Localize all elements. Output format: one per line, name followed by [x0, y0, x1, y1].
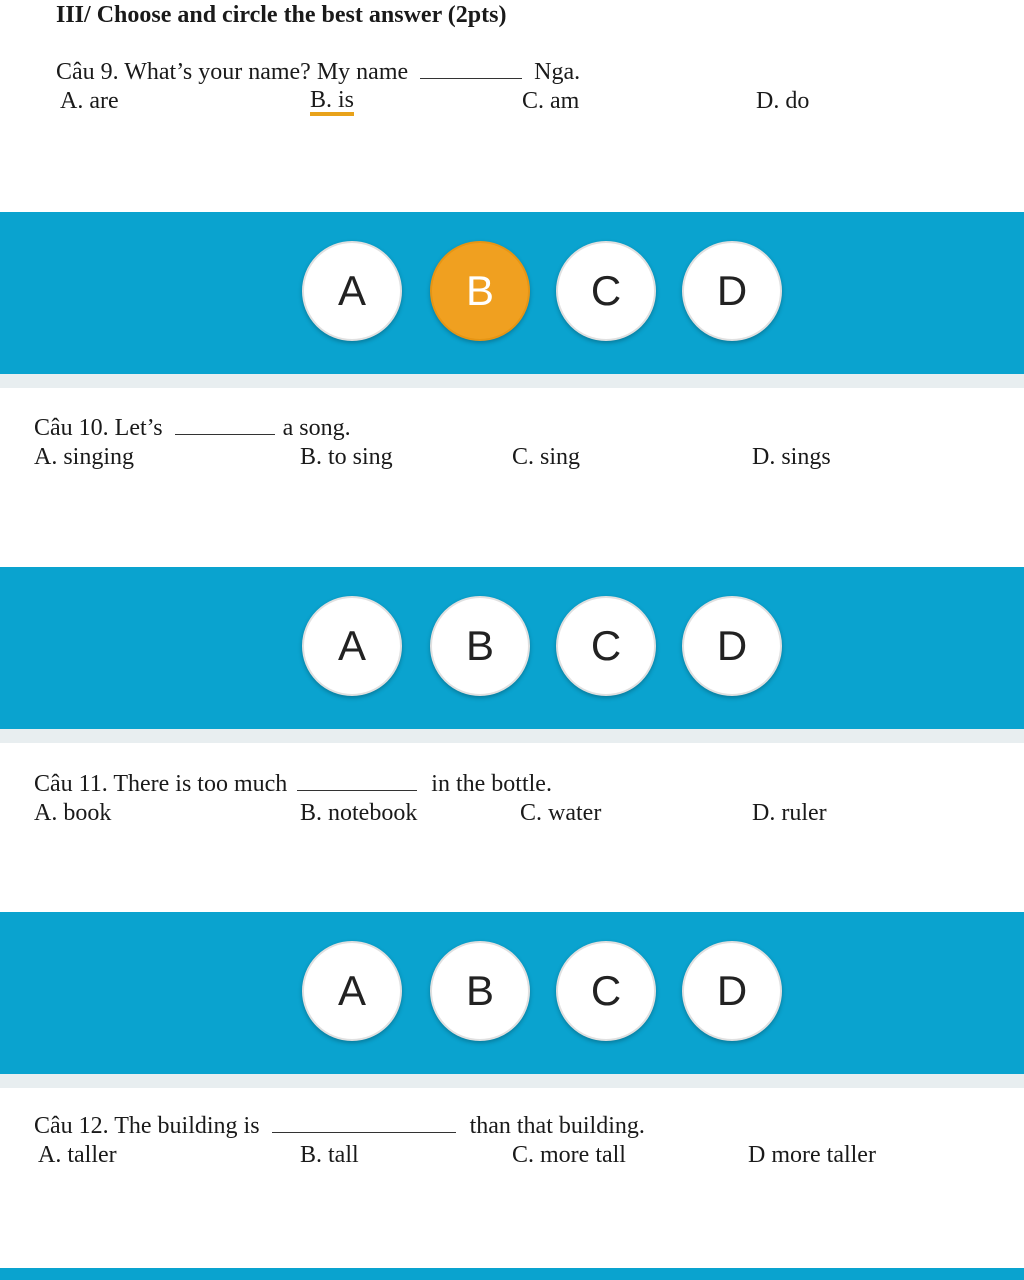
question-10-stem: Câu 10. Let’s: [34, 415, 163, 441]
answer-10-button-a[interactable]: A: [302, 596, 402, 696]
answer-bar-10: [0, 567, 1024, 729]
answer-10-button-b[interactable]: B: [430, 596, 530, 696]
question-10-blank: [175, 414, 275, 435]
answer-11-button-d[interactable]: D: [682, 941, 782, 1041]
question-12-option-c: C. more tall: [512, 1142, 626, 1168]
question-12-option-b: B. tall: [300, 1142, 359, 1168]
question-10-option-c: C. sing: [512, 444, 581, 470]
answer-bar-11: [0, 912, 1024, 1074]
answer-bar-9: [0, 212, 1024, 374]
answer-11-button-b[interactable]: B: [430, 941, 530, 1041]
question-11-option-d: D. ruler: [752, 800, 827, 826]
question-9-option-c: C. am: [522, 88, 580, 114]
question-10-stem-end: a song.: [282, 415, 351, 441]
answer-11-button-a[interactable]: A: [302, 941, 402, 1041]
question-11-blank: [297, 770, 417, 791]
divider: [0, 729, 1024, 743]
question-9-option-d: D. do: [756, 88, 810, 114]
page-heading: III/ Choose and circle the best answer (2pts): [56, 2, 507, 28]
question-11-option-b: B. notebook: [300, 800, 418, 826]
answer-10-button-c[interactable]: C: [556, 596, 656, 696]
answer-9-button-d[interactable]: D: [682, 241, 782, 341]
question-11-option-c: C. water: [520, 800, 602, 826]
question-12-option-d: D more taller: [748, 1142, 876, 1168]
question-11-stem: Câu 11. There is too much: [34, 771, 288, 797]
divider: [0, 1074, 1024, 1088]
question-11-option-a: A. book: [34, 800, 112, 826]
answer-9-button-c[interactable]: C: [556, 241, 656, 341]
answer-9-button-b[interactable]: B: [430, 241, 530, 341]
question-9-option-b: B. is: [310, 88, 354, 116]
question-9-blank: [420, 58, 522, 79]
answer-bar-12-edge: [0, 1268, 1024, 1280]
question-9-option-a: A. are: [60, 88, 119, 114]
question-11-stem-end: in the bottle.: [431, 771, 552, 797]
divider: [0, 374, 1024, 388]
question-9-stem: Câu 9. What’s your name? My name: [56, 59, 409, 85]
question-10-option-b: B. to sing: [300, 444, 393, 470]
answer-11-button-c[interactable]: C: [556, 941, 656, 1041]
answer-10-button-d[interactable]: D: [682, 596, 782, 696]
question-10-option-d: D. sings: [752, 444, 831, 470]
question-10-option-a: A. singing: [34, 444, 135, 470]
question-12-stem-end: than that building.: [469, 1113, 645, 1139]
question-12-blank: [272, 1112, 456, 1133]
question-9-stem-end: Nga.: [534, 59, 581, 85]
answer-9-button-a[interactable]: A: [302, 241, 402, 341]
question-12-option-a: A. taller: [38, 1142, 117, 1168]
question-12-stem: Câu 12. The building is: [34, 1113, 260, 1139]
